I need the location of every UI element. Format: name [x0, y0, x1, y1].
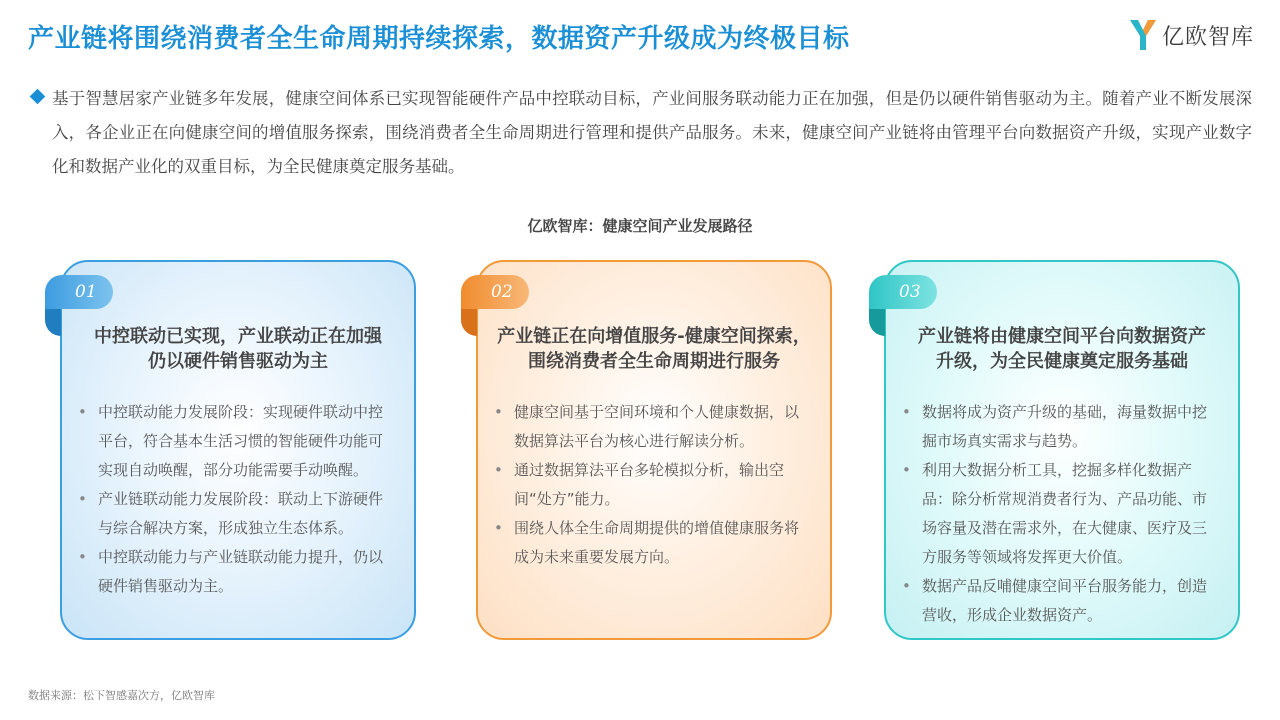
tab-fold	[45, 306, 61, 336]
list-item: • 利用大数据分析工具，挖掘多样化数据产品：除分析常规消费者行为、产品功能、市场容量及潜在需求外，在大健康、医疗及三方服务等领域将发挥更大价值。	[908, 456, 1220, 572]
list-item: • 中控联动能力发展阶段：实现硬件联动中控平台，符合基本生活习惯的智能硬件功能可实现自动唤醒，部分功能需要手动唤醒。	[84, 398, 396, 485]
chart-title: 亿欧智库：健康空间产业发展路径	[527, 217, 753, 235]
card-bullet-list	[500, 398, 812, 572]
stage-card-1	[60, 260, 416, 640]
page-title: 产业链将围绕消费者全生命周期持续探索，数据资产升级成为终极目标	[28, 24, 850, 54]
logo-text: 亿欧智库	[1161, 24, 1254, 50]
data-source-note: 数据来源：松下智感嘉次方，亿欧智库	[28, 689, 215, 702]
stage-number-badge: 03	[869, 275, 937, 309]
card-heading	[62, 324, 414, 374]
stage-card-2	[476, 260, 832, 640]
list-item: • 数据将成为资产升级的基础，海量数据中挖掘市场真实需求与趋势。	[908, 398, 1220, 456]
card-heading-line: 升级，为全民健康奠定服务基础	[936, 351, 1188, 372]
list-item: • 中控联动能力与产业链联动能力提升，仍以硬件销售驱动为主。	[84, 543, 396, 601]
stage-card-3	[884, 260, 1240, 640]
intro-paragraph	[30, 82, 1252, 184]
card-heading-line: 产业链将由健康空间平台向数据资产	[918, 326, 1206, 347]
card-heading-line: 产业链正在向增值服务-健康空间探索，	[497, 326, 811, 347]
diamond-bullet-icon	[30, 89, 46, 105]
stage-number-badge: 01	[45, 275, 113, 309]
card-heading-line: 中控联动已实现，产业联动正在加强	[94, 326, 382, 347]
card-heading	[478, 324, 830, 374]
card-heading	[886, 324, 1238, 374]
card-heading-line: 围绕消费者全生命周期进行服务	[528, 351, 780, 372]
card-bullet-list	[84, 398, 396, 601]
brand-logo	[1128, 18, 1254, 52]
list-item: • 产业链联动能力发展阶段：联动上下游硬件与综合解决方案，形成独立生态体系。	[84, 485, 396, 543]
card-heading-line: 仍以硬件销售驱动为主	[148, 351, 328, 372]
tab-fold	[461, 306, 477, 336]
intro-text: 基于智慧居家产业链多年发展，健康空间体系已实现智能硬件产品中控联动目标，产业间服务联动能力正在加强，但是仍以硬件销售驱动为主。随着产业不断发展深入，各企业正在向健康空间的增值服务探索，围绕消费者全生命周期进行管理和提供产品服务。未来，健康空间产业链将由管理平台向数据资产升级，实现产业数字化和数据产业化的双重目标，为全民健康奠定服务基础。	[52, 89, 1252, 176]
stage-number-badge: 02	[461, 275, 529, 309]
list-item: • 数据产品反哺健康空间平台服务能力，创造营收，形成企业数据资产。	[908, 572, 1220, 630]
list-item: • 通过数据算法平台多轮模拟分析，输出空间“处方”能力。	[500, 456, 812, 514]
list-item: • 健康空间基于空间环境和个人健康数据，以数据算法平台为核心进行解读分析。	[500, 398, 812, 456]
logo-mark-icon	[1128, 18, 1158, 52]
tab-fold	[869, 306, 885, 336]
list-item: • 围绕人体全生命周期提供的增值健康服务将成为未来重要发展方向。	[500, 514, 812, 572]
card-bullet-list	[908, 398, 1220, 630]
